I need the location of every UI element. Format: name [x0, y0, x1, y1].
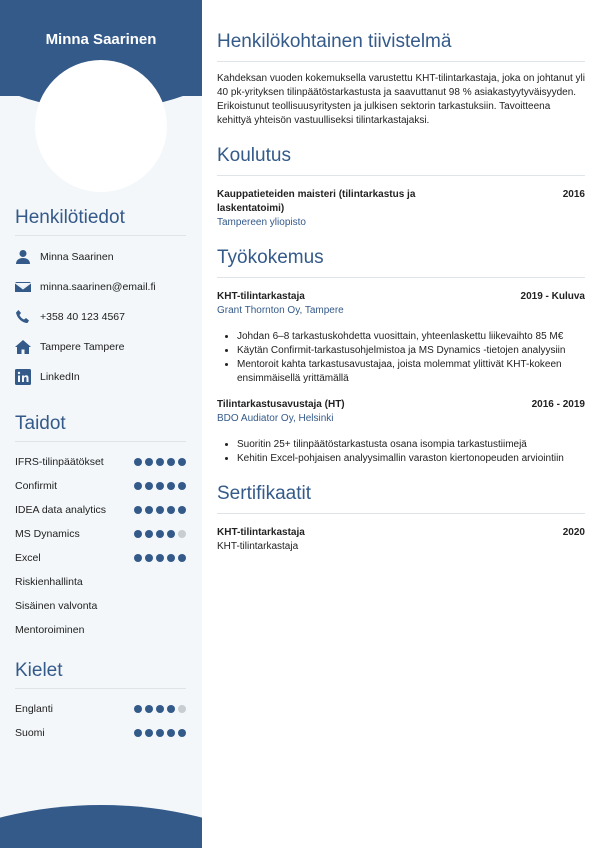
experience-heading: Työkokemus	[217, 247, 585, 278]
company-name: BDO Audiator Oy, Helsinki	[217, 413, 334, 424]
skill-item	[15, 594, 186, 618]
language-rating	[134, 729, 186, 737]
contact-name-text: Minna Saarinen	[40, 251, 114, 263]
job-bullets	[217, 330, 585, 386]
education-entry	[217, 188, 585, 230]
skill-item	[15, 450, 186, 474]
candidate-name: Minna Saarinen	[45, 31, 157, 48]
degree-title: Kauppatieteiden maisteri (tilintarkastus ja laskentatoimi)	[217, 189, 416, 214]
education-heading: Koulutus	[217, 145, 585, 176]
languages-heading: Kielet	[15, 660, 186, 689]
skill-rating	[134, 506, 186, 514]
sidebar	[0, 0, 202, 848]
certificate-date: 2020	[562, 527, 585, 538]
contact-list	[15, 242, 186, 392]
job-bullet: • Kehitin Excel-pohjaisen analyysimallin varaston kiertonopeuden arviointiin	[237, 452, 585, 466]
summary-heading: Henkilökohtainen tiivistelmä	[217, 31, 585, 62]
languages-section	[15, 660, 186, 745]
skill-label: Confirmit	[15, 480, 58, 492]
skill-label: Excel	[15, 552, 41, 564]
user-icon	[15, 249, 31, 265]
contact-email[interactable]	[15, 272, 186, 302]
phone-icon	[15, 309, 31, 325]
skills-section	[15, 413, 186, 642]
school-name: Tampereen yliopisto	[217, 217, 306, 228]
contact-linkedin-text[interactable]: LinkedIn	[40, 371, 80, 383]
skill-label: Riskienhallinta	[15, 576, 83, 588]
education-section	[217, 145, 585, 230]
contact-email-text[interactable]: minna.saarinen@email.fi	[40, 281, 156, 293]
envelope-icon	[15, 279, 31, 295]
job-bullet: • Suoritin 25+ tilinpäätöstarkastusta osana isompia tarkastustiimejä	[237, 438, 585, 452]
language-rating	[134, 705, 186, 713]
contact-phone-text[interactable]: +358 40 123 4567	[40, 311, 125, 323]
linkedin-icon	[15, 369, 31, 385]
job-date: 2016 - 2019	[531, 399, 585, 410]
skill-item	[15, 546, 186, 570]
experience-entry	[217, 290, 585, 386]
skill-item	[15, 570, 186, 594]
summary-section	[217, 31, 585, 128]
skills-list	[15, 450, 186, 642]
home-icon	[15, 339, 31, 355]
job-date: 2019 - Kuluva	[520, 291, 585, 302]
company-name: Grant Thornton Oy, Tampere	[217, 305, 344, 316]
skill-item	[15, 618, 186, 642]
skill-rating	[134, 530, 186, 538]
languages-list	[15, 697, 186, 745]
language-item	[15, 697, 186, 721]
skill-rating	[134, 482, 186, 490]
skill-item	[15, 522, 186, 546]
skill-label: Mentoroiminen	[15, 624, 85, 636]
certificate-entry	[217, 526, 585, 554]
language-label: Englanti	[15, 703, 53, 715]
skill-label: Sisäinen valvonta	[15, 600, 98, 612]
contact-phone[interactable]	[15, 302, 186, 332]
degree-date: 2016	[562, 189, 585, 200]
job-bullet: • Mentoroit kahta tarkastusavustajaa, joista molemmat ylittivät KHT-kokeen ensimmäisellä yrittämällä	[237, 358, 585, 386]
footer-band	[0, 830, 202, 848]
contact-name	[15, 242, 186, 272]
experience-entry	[217, 398, 585, 466]
certificates-section	[217, 483, 585, 554]
job-title: KHT-tilintarkastaja	[217, 291, 305, 302]
profile-photo	[35, 60, 167, 192]
skill-label: MS Dynamics	[15, 528, 80, 540]
certificate-title: KHT-tilintarkastaja	[217, 527, 305, 538]
language-label: Suomi	[15, 727, 45, 739]
skill-item	[15, 498, 186, 522]
skill-item	[15, 474, 186, 498]
skill-label: IFRS-tilinpäätökset	[15, 456, 104, 468]
certificate-issuer: KHT-tilintarkastaja	[217, 541, 299, 552]
contact-address	[15, 332, 186, 362]
job-bullets	[217, 438, 585, 466]
certificates-heading: Sertifikaatit	[217, 483, 585, 514]
job-title: Tilintarkastusavustaja (HT)	[217, 399, 345, 410]
summary-text: Kahdeksan vuoden kokemuksella varustettu KHT-tilintarkastaja, joka on johtanut yli 40 pk-yrityksen tilinpäätöstarkastusta ja saavuttanut 98 % asiakastyytyväisyyden. Erikoistunut teollisuusyritysten ja julkisen sektorin tarkastuksiin. Tavoitteena kehittyä yhteisön vastuulliseksi tilintarkastajaksi.	[217, 73, 585, 126]
experience-section	[217, 247, 585, 466]
contact-linkedin[interactable]	[15, 362, 186, 392]
skills-heading: Taidot	[15, 413, 186, 442]
personal-info-heading: Henkilötiedot	[15, 207, 186, 236]
skill-rating	[134, 458, 186, 466]
contact-address-text: Tampere Tampere	[40, 341, 125, 353]
skill-label: IDEA data analytics	[15, 504, 107, 516]
job-bullet: • Käytän Confirmit-tarkastusohjelmistoa ja MS Dynamics -tietojen analyysiin	[237, 344, 585, 358]
personal-info-section	[15, 207, 186, 392]
language-item	[15, 721, 186, 745]
skill-rating	[134, 554, 186, 562]
job-bullet: • Johdan 6–8 tarkastuskohdetta vuosittain, yhteenlaskettu liikevaihto 85 M€	[237, 330, 585, 344]
